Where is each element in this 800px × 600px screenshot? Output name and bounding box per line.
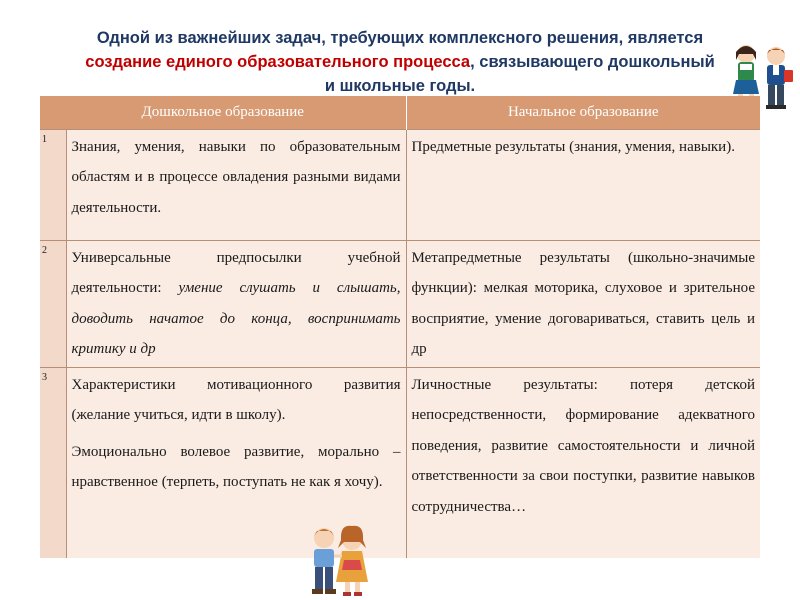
preschool-cell-italic: умение слушать и слышать, доводить начатое до конца, воспринимать критику и др [71,280,401,357]
primary-cell: Личностные результаты: потеря детской непосредственности, формирование адекватного поведения, развитие самостоятельности и личной ответственности за свои поступки, развитие навыков сотрудничества… [406,367,760,558]
row-number: 3 [40,367,66,558]
title-highlight: создание единого образовательного процесса [85,53,471,71]
table-header-row [40,96,760,129]
row-number: 2 [40,240,66,367]
preschool-cell [66,240,406,367]
row-number: 1 [40,129,66,240]
primary-cell: Метапредметные результаты (школьно-значимые функции): мелкая моторика, слуховое и зрительное восприятие, умение договариваться, ставить цель и др [406,240,760,367]
table-row [40,240,760,367]
title-line-1: Одной из важнейших задач, требующих комплексного решения, является [96,29,704,47]
preschool-paragraph-1: Характеристики мотивационного развития (желание учиться, идти в школу). [71,376,401,423]
preschool-cell-text: Универсальные предпосылки учебной деятельности: [71,249,401,296]
title-line-2-rest: , связывающего дошкольный [470,53,715,71]
header-primary: Начальное образование [406,96,760,129]
kids-couple-illustration-icon [296,520,380,600]
primary-cell: Предметные результаты (знания, умения, навыки). [406,129,760,240]
slide-title [40,26,760,98]
title-line-3: и школьные годы. [324,77,476,95]
table-row [40,129,760,240]
comparison-table [40,96,760,558]
preschool-paragraph-2: Эмоционально волевое развитие, морально – нравственное (терпеть, поступать не как я хочу). [71,443,401,490]
header-preschool: Дошкольное образование [40,96,406,129]
preschool-cell: Знания, умения, навыки по образовательным областям и в процессе овладения разными видами деятельности. [66,129,406,240]
table-row [40,367,760,558]
